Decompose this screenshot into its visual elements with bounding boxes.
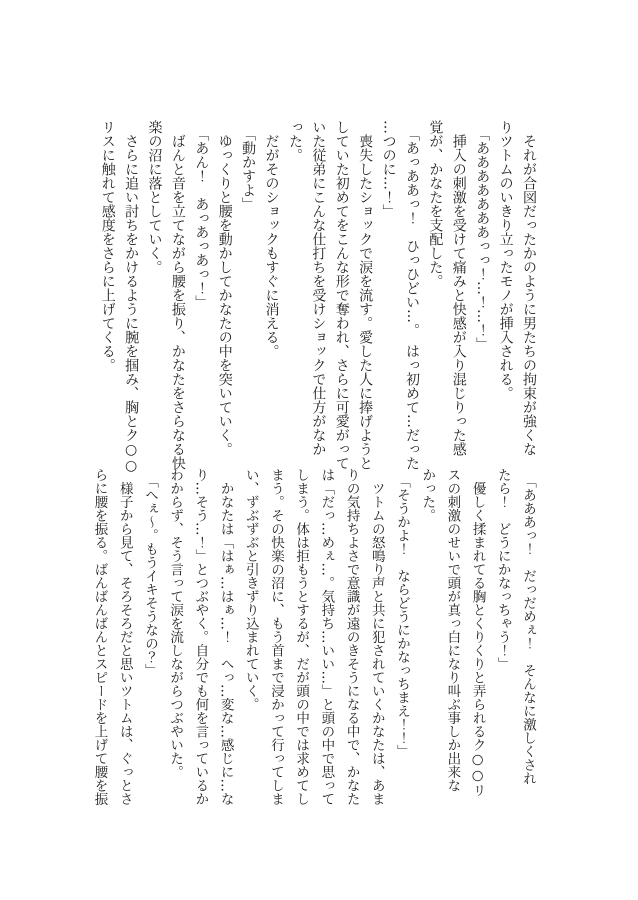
text-column: さらに追い討ちをかけるように腕を掴み、胸とク○○ <box>123 120 140 474</box>
text-column: 様子から見て、そろそろだと思いツトムは、ぐっとさ <box>116 468 133 806</box>
text-column: 挿入の刺激を受けて痛みと快感が入り混じりった感 <box>450 120 467 456</box>
text-column: 楽の沼に落としていく。 <box>146 120 163 274</box>
text-column: ツトムの怒鳴り声と共に犯されていくかなたは、あま <box>368 468 385 806</box>
text-column: 「あっああっ！ ひっひどい…。 はっ初めて…だった <box>403 120 420 470</box>
text-column: 覚が、かなたを支配した。 <box>427 120 444 288</box>
text-column: かなたは「はぁ…はぁ…！ へっ…変な…感じに…な <box>217 468 234 806</box>
text-column: 「あああああああっっ！…！…！」 <box>474 120 491 351</box>
text-column: りツトムのいきり立ったモノが挿入される。 <box>497 120 514 400</box>
text-column: たら！ どうにかなっちゃう！」 <box>494 468 511 671</box>
text-column: だがそのショックもすぐに消える。 <box>263 120 280 358</box>
text-column: い、ずぶずぶと引きずり込まれていく。 <box>242 468 259 711</box>
text-column: まう。その快楽の沼に、もう首まで浸かって行ってしま <box>267 468 284 806</box>
text-column: わからず、そう言って涙を流しながらつぶやいた。 <box>167 468 184 779</box>
text-column: していた初めてをこんな形で奪われ、さらに可愛がって <box>333 120 350 470</box>
text-column: ばんと音を立てながら腰を振り、かなたをさらなる快 <box>169 120 186 470</box>
text-column: ゆっくりと腰を動かしてかなたの中を突いていく。 <box>216 120 233 456</box>
text-column: リスに触れて感度をさらに上げてくる。 <box>99 120 116 372</box>
text-column: しまう。体は拒もうとするが、だが頭の中では求めてし <box>293 468 310 806</box>
text-column: スの刺激のせいで頭が真っ白になり叫ぶ事しか出来な <box>444 468 461 792</box>
text-column: それが合図だったかのように男たちの拘束が強くな <box>521 120 537 456</box>
text-column: かった。 <box>419 468 436 522</box>
text-column: 「へぇ～。もうイキそうなの？」 <box>141 468 158 678</box>
text-column: は「だっ…めぇ…。気持ち…いい…」と頭の中で思って <box>318 468 335 806</box>
text-column: 「あああっ！ だっだめぇ！ そんなに激しくされ <box>520 468 536 786</box>
text-column: 優しく揉まれてる胸とくりくりと弄られるク○○リ <box>469 468 486 797</box>
text-column: 「あん！ あっあっあっ！」 <box>193 120 210 309</box>
bottom-text-block <box>86 468 540 806</box>
top-text-block <box>95 120 540 474</box>
text-column: 喪失したショックで涙を流す。愛した人に捧げようと <box>357 120 374 470</box>
text-column: 「動かすよ」 <box>240 120 257 211</box>
text-column: り…そう…！」とつぶやく。自分でも何を言っているか <box>192 468 209 806</box>
text-column: りの気持ちよさで意識が遠のきそうになる中で、かなた <box>343 468 360 806</box>
text-column: いた従弟にこんな仕打ちを受けショックで仕方がなか <box>310 120 327 456</box>
text-column: …つのに…！」 <box>380 120 397 218</box>
text-column: らに腰を振る。ばんばんばんとスピードを上げて腰を振 <box>91 468 108 806</box>
text-column: った。 <box>286 120 303 162</box>
text-column: 「そうかよ！ ならどうにかなっちまえ！！」 <box>393 468 410 759</box>
